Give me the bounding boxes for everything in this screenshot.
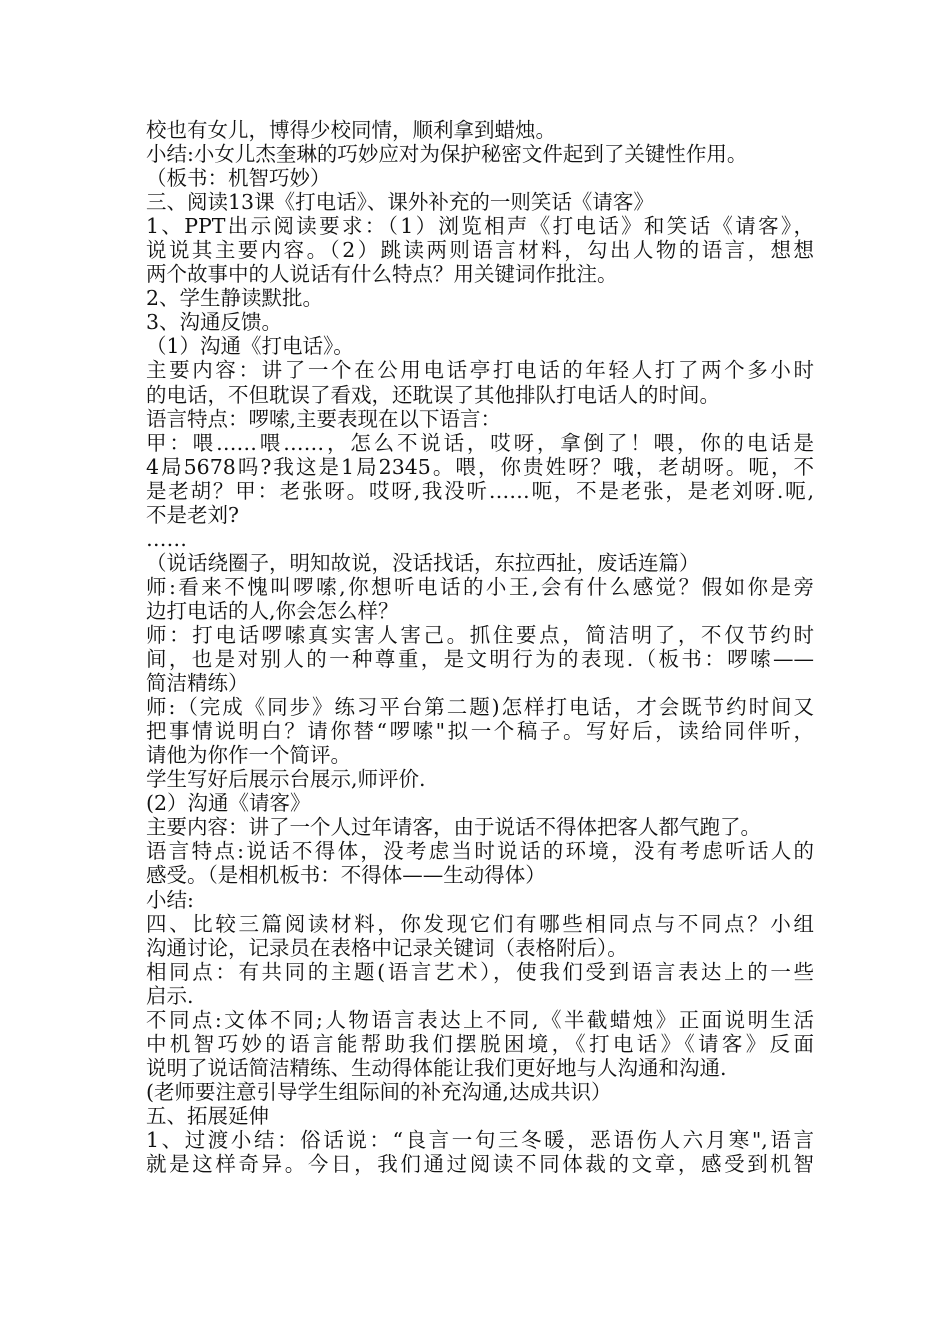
text-line: 四、比较三篇阅读材料，你发现它们有哪些相同点与不同点？小组: [146, 911, 814, 936]
text-line: （说话绕圈子，明知故说，没话找话，东拉西扯，废话连篇）: [146, 550, 700, 575]
text-line: 3、沟通反馈。: [146, 310, 283, 335]
text-line: 师:看来不愧叫啰嗦,你想听电话的小王,会有什么感觉？假如你是旁: [146, 574, 814, 599]
text-line: 的电话，不但耽误了看戏，还耽误了其他排队打电话人的时间。: [146, 382, 720, 407]
text-line: 是老胡？甲：老张呀。哎呀,我没听……呃，不是老张，是老刘呀.呃,: [146, 478, 814, 503]
text-line: 感受。（是相机板书：不得体——生动得体）: [146, 863, 546, 888]
text-line: 学生写好后展示台展示,师评价.: [146, 767, 426, 792]
text-line: 校也有女儿，博得少校同情，顺利拿到蜡烛。: [146, 118, 556, 142]
text-line: 主要内容：讲了一个在公用电话亭打电话的年轻人打了两个多小时: [146, 358, 814, 383]
text-line: 间，也是对别人的一种尊重，是文明行为的表现.（板书：啰嗦——: [146, 647, 814, 672]
text-line: 主要内容：讲了一个人过年请客，由于说话不得体把客人都气跑了。: [146, 815, 761, 840]
text-line: 1、过渡小结：俗话说：“良言一句三冬暖，恶语伤人六月寒",语言: [146, 1127, 814, 1152]
text-line: 简洁精练）: [146, 671, 249, 696]
text-line: 就是这样奇异。今日，我们通过阅读不同体裁的文章，感受到机智: [146, 1152, 814, 1177]
text-line: 三、阅读13课《打电话》、课外补充的一则笑话《请客》: [146, 190, 654, 215]
text-line: （板书：机智巧妙）: [146, 166, 331, 191]
document-body: [146, 118, 814, 1176]
text-line: 师：打电话啰嗦真实害人害己。抓住要点，简洁明了，不仅节约时: [146, 622, 814, 647]
text-line: 小结:小女儿杰奎琳的巧妙应对为保护秘密文件起到了关键性作用。: [146, 142, 748, 167]
text-line: （1）沟通《打电话》。: [146, 334, 354, 359]
text-line: ……: [146, 526, 187, 551]
text-line: 启示.: [146, 983, 194, 1008]
text-line: 两个故事中的人说话有什么特点？用关键词作批注。: [146, 262, 618, 287]
text-line: 说说其主要内容。（2）跳读两则语言材料，勾出人物的语言，想想: [146, 238, 814, 263]
text-line: 2、学生静读默批。: [146, 286, 324, 311]
text-line: 甲：喂……喂……，怎么不说话，哎呀，拿倒了！喂，你的电话是: [146, 430, 814, 455]
text-line: 请他为你作一个简评。: [146, 743, 351, 768]
text-line: (老师要注意引导学生组际间的补充沟通,达成共识）: [146, 1079, 612, 1104]
text-line: 五、拓展延伸: [146, 1103, 269, 1128]
text-line: 4局5678吗?我这是1局2345。喂，你贵姓呀？哦，老胡呀。呃，不: [146, 454, 814, 479]
text-line: 相同点：有共同的主题(语言艺术），使我们受到语言表达上的一些: [146, 959, 814, 984]
text-line: 说明了说话简洁精练、生动得体能让我们更好地与人沟通和沟通.: [146, 1055, 727, 1080]
text-line: 沟通讨论，记录员在表格中记录关键词（表格附后）。: [146, 935, 628, 960]
text-line: 1、PPT出示阅读要求：（1）浏览相声《打电话》和笑话《请客》，: [146, 214, 814, 239]
text-line: 小结:: [146, 887, 194, 912]
text-line: 把事情说明白？请你替“啰嗦"拟一个稿子。写好后，读给同伴听，: [146, 719, 814, 744]
text-line: (2）沟通《请客》: [146, 791, 311, 816]
text-line: 中机智巧妙的语言能帮助我们摆脱困境，《打电话》《请客》反面: [146, 1031, 814, 1056]
text-line: 师:（完成《同步》练习平台第二题)怎样打电话，才会既节约时间又: [146, 695, 814, 720]
text-line: 语言特点:说话不得体，没考虑当时说话的环境，没有考虑听话人的: [146, 839, 814, 864]
text-line: 语言特点：啰嗦,主要表现在以下语言：: [146, 406, 502, 431]
text-line: 不同点:文体不同;人物语言表达上不同,《半截蜡烛》正面说明生活: [146, 1007, 814, 1032]
text-line: 边打电话的人,你会怎么样？: [146, 598, 399, 623]
text-line: 不是老刘?: [146, 502, 239, 527]
